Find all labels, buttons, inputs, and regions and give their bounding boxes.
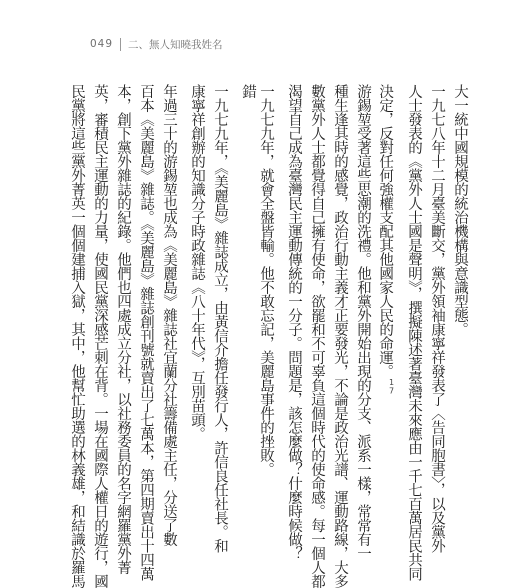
text-column: 種生逢其時的感覺，政治行動主義才正要發光，不論是政治光譜、運動路線，大多: [332, 84, 348, 588]
text-column-body: 決定，反對任何強權支配其他國家人民的命運。: [377, 84, 394, 378]
text-column: 一九七八年十二月臺美斷交，黨外領袖康寧祥發表了〈告同胞書〉，以及黨外: [429, 84, 445, 553]
text-column: 百本《美麗島》雜誌。《美麗島》雜誌創刊號就賣出了七萬本，第四期賣出十四萬: [138, 84, 154, 581]
text-column: 康寧祥創辦的知識分子時政雜誌《八十年代》，互別苗頭。: [189, 84, 205, 441]
running-header: [90, 36, 223, 52]
text-column: 游錫堃受著這些思潮的洗禮。他和黨外開始出現的分支、派系一樣，常常有一: [355, 84, 371, 560]
text-column: 錯: [240, 84, 256, 98]
text-column: 一九七九年，《美麗島》雜誌成立，由黃信介擔任發行人，許信良任社長。和: [212, 84, 228, 553]
text-column: 民黨將這些黨外菁英一個個建捕入獄，其中，他幫忙助選的林義雄，和結識於羅馬: [69, 84, 85, 588]
text-column: 年過三十的游錫堃也成為《美麗島》雜誌社宜蘭分社籌備處主任，分送了數: [161, 84, 177, 546]
text-column: 本，創下黨外雜誌的紀錄。他們也四處成立分社，以社務委員的名字網羅黨外菁: [115, 84, 131, 574]
text-column: 渴望自己成為臺灣民主運動傳統的一分子。問題是，該怎麼做？什麼時候做？: [286, 84, 302, 560]
text-column: [377, 84, 399, 474]
page-number: 049: [90, 38, 114, 50]
text-column: 一九七九年，就會全盤皆輸。他不敢忘記，美麗島事件的挫敗。: [258, 84, 274, 476]
text-column: 數黨外人士都覺得自己擁有使命，欲罷和不可辜負這個時代的使命感。每一個人都: [309, 84, 325, 588]
text-column: 英，審積民主運動的力量，使國民黨深感芒刺在背。一場在國際人權日的遊行，國: [92, 84, 108, 588]
text-column: 人士發表的《黨外人士國是聲明》，撰擬陳述著臺灣未來應由一千七百萬居民共同: [406, 84, 422, 581]
text-column: 大一統中國規模的統治機構與意識型態。: [452, 84, 468, 336]
footnote-mark: 17: [387, 378, 396, 395]
header-divider: [120, 38, 121, 51]
chapter-title: 二、無人知曉我姓名: [128, 38, 223, 51]
